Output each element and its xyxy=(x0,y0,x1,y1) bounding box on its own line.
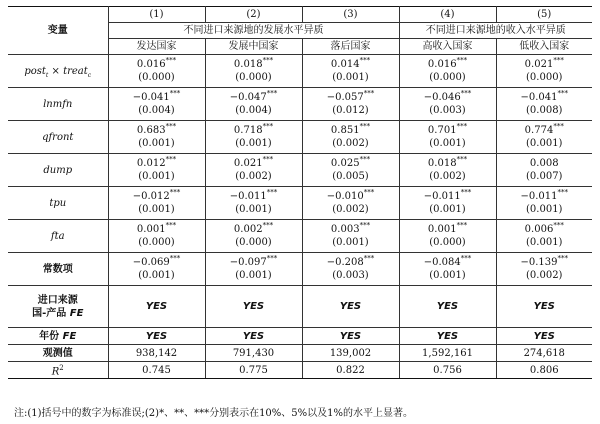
standard-error: (0.002) xyxy=(235,171,272,182)
coefficient xyxy=(497,256,593,269)
estimate-cell xyxy=(302,187,399,220)
standard-error: (0.001) xyxy=(235,138,272,149)
estimate-cell xyxy=(302,121,399,154)
estimate-cell xyxy=(496,187,592,220)
coefficient-value: −0.208 xyxy=(326,257,364,268)
significance-stars: *** xyxy=(165,122,177,131)
standard-error: (0.001) xyxy=(429,204,466,215)
standard-error: (0.005) xyxy=(332,171,369,182)
significance-stars: *** xyxy=(460,254,472,263)
coefficient-value: 0.021 xyxy=(233,158,263,169)
coefficient xyxy=(109,58,205,71)
coefficient xyxy=(400,157,496,170)
coefficient-value: −0.041 xyxy=(520,92,558,103)
fe-year-value: YES xyxy=(205,328,302,345)
subhead-low-income: 低收入国家 xyxy=(496,39,592,55)
estimate-cell xyxy=(302,154,399,187)
standard-error: (0.007) xyxy=(526,171,563,182)
standard-error: (0.001) xyxy=(526,204,563,215)
significance-stars: *** xyxy=(359,56,371,65)
standard-error: (0.004) xyxy=(138,105,175,116)
coefficient-value: 0.018 xyxy=(233,59,263,70)
estimate-cell xyxy=(108,253,205,286)
variable-subscript: t xyxy=(45,71,49,79)
significance-stars: *** xyxy=(165,221,177,230)
r-squared-letter: R xyxy=(51,366,60,378)
significance-stars: *** xyxy=(557,89,568,98)
estimate-cell xyxy=(108,187,205,220)
coefficient xyxy=(303,223,399,236)
coefficient-value: −0.139 xyxy=(520,257,558,268)
coefficient xyxy=(109,223,205,236)
fe-import-row xyxy=(8,286,592,328)
variable-name-text: lnmfn xyxy=(43,98,73,110)
observations-value: 139,002 xyxy=(302,345,399,362)
coefficient xyxy=(303,190,399,203)
significance-stars: *** xyxy=(359,221,371,230)
r-squared-value: 0.745 xyxy=(108,362,205,379)
observations-value: 274,618 xyxy=(496,345,592,362)
coefficient xyxy=(206,157,302,170)
coefficient-value: 0.025 xyxy=(330,158,360,169)
significance-stars: *** xyxy=(363,254,375,263)
standard-error: (0.004) xyxy=(235,105,272,116)
significance-stars: *** xyxy=(266,254,278,263)
significance-stars: *** xyxy=(165,155,177,164)
standard-error: (0.002) xyxy=(332,204,369,215)
fe-import-value: YES xyxy=(205,286,302,328)
estimate-cell xyxy=(399,55,496,88)
coefficient-value: −0.011 xyxy=(520,191,558,202)
coefficient xyxy=(206,190,302,203)
r-squared-value: 0.822 xyxy=(302,362,399,379)
standard-error: (0.000) xyxy=(235,72,272,83)
standard-error: (0.000) xyxy=(526,72,563,83)
r-squared-value: 0.775 xyxy=(205,362,302,379)
coefficient-value: −0.012 xyxy=(132,191,170,202)
estimate-cell xyxy=(399,187,496,220)
standard-error: (0.002) xyxy=(526,270,563,281)
significance-stars: *** xyxy=(553,122,564,131)
col-number-2: (2) xyxy=(205,7,302,23)
coefficient-value: 0.016 xyxy=(136,59,166,70)
estimate-cell xyxy=(399,253,496,286)
fe-year-value: YES xyxy=(302,328,399,345)
coefficient-value: −0.097 xyxy=(229,257,267,268)
significance-stars: *** xyxy=(165,56,177,65)
r-squared-label xyxy=(8,362,108,379)
significance-stars: *** xyxy=(456,155,468,164)
estimate-cell xyxy=(302,253,399,286)
fe-import-label xyxy=(8,286,108,328)
coefficient xyxy=(109,91,205,104)
coefficient xyxy=(400,91,496,104)
coefficient-value: 0.001 xyxy=(136,224,166,235)
coefficient-value: 0.003 xyxy=(330,224,360,235)
fe-year-label-fe: FE xyxy=(62,330,77,342)
variable-row xyxy=(8,154,592,187)
standard-error: (0.002) xyxy=(332,138,369,149)
estimate-cell xyxy=(108,220,205,253)
variable-name xyxy=(8,187,108,220)
estimate-cell xyxy=(205,154,302,187)
standard-error: (0.001) xyxy=(429,138,466,149)
coefficient xyxy=(303,58,399,71)
observations-label: 观测值 xyxy=(8,345,108,362)
fe-import-label-fe: FE xyxy=(69,307,84,319)
estimate-cell xyxy=(205,88,302,121)
r-squared-value: 0.806 xyxy=(496,362,592,379)
significance-stars: *** xyxy=(553,56,564,65)
estimate-cell xyxy=(399,154,496,187)
fe-year-label xyxy=(8,328,108,345)
standard-error: (0.001) xyxy=(138,270,175,281)
standard-error: (0.001) xyxy=(429,270,466,281)
estimate-cell xyxy=(205,55,302,88)
fe-year-label-text: 年份 xyxy=(39,330,60,342)
coefficient xyxy=(400,223,496,236)
variable-name-text: dump xyxy=(43,164,73,176)
coefficient-value: 0.016 xyxy=(427,59,457,70)
significance-stars: *** xyxy=(169,188,181,197)
coefficient-value: 0.851 xyxy=(330,125,360,136)
significance-stars: *** xyxy=(456,56,468,65)
subhead-underdeveloped: 落后国家 xyxy=(302,39,399,55)
standard-error: (0.008) xyxy=(526,105,563,116)
subhead-high-income: 高收入国家 xyxy=(399,39,496,55)
standard-error: (0.000) xyxy=(138,237,175,248)
coefficient-value: −0.084 xyxy=(423,257,461,268)
standard-error: (0.001) xyxy=(138,171,175,182)
significance-stars: *** xyxy=(262,56,274,65)
fe-year-row xyxy=(8,328,592,345)
estimate-cell xyxy=(399,88,496,121)
coefficient-value: 0.008 xyxy=(529,158,559,169)
estimate-cell xyxy=(496,55,592,88)
coefficient-value: −0.057 xyxy=(326,92,364,103)
estimate-cell xyxy=(108,121,205,154)
estimate-cell xyxy=(496,88,592,121)
fe-import-value: YES xyxy=(496,286,592,328)
r-squared-value: 0.756 xyxy=(399,362,496,379)
regression-table xyxy=(8,6,592,379)
coefficient xyxy=(303,256,399,269)
observations-row xyxy=(8,345,592,362)
coefficient xyxy=(109,190,205,203)
standard-error: (0.003) xyxy=(429,105,466,116)
variable-subscript: c xyxy=(87,71,92,79)
estimate-cell xyxy=(399,220,496,253)
significance-stars: *** xyxy=(359,122,371,131)
coefficient xyxy=(497,91,593,104)
estimate-cell xyxy=(302,88,399,121)
variable-row xyxy=(8,88,592,121)
estimate-cell xyxy=(399,121,496,154)
coefficient-value: 0.021 xyxy=(524,59,554,70)
variable-name-text: fta xyxy=(50,230,65,242)
standard-error: (0.001) xyxy=(235,270,272,281)
coefficient xyxy=(303,91,399,104)
significance-stars: *** xyxy=(262,155,274,164)
coefficient xyxy=(206,223,302,236)
coefficient-value: −0.046 xyxy=(423,92,461,103)
observations-value: 1,592,161 xyxy=(399,345,496,362)
standard-error: (0.001) xyxy=(138,138,175,149)
coefficient-value: 0.001 xyxy=(427,224,457,235)
estimate-cell xyxy=(108,55,205,88)
estimate-cell xyxy=(496,121,592,154)
subhead-developing: 发展中国家 xyxy=(205,39,302,55)
estimate-cell xyxy=(205,220,302,253)
coefficient-value: 0.701 xyxy=(427,125,457,136)
variable-header: 变量 xyxy=(8,7,108,55)
standard-error: (0.003) xyxy=(332,270,369,281)
group-header-development: 不同进口来源地的发展水平异质 xyxy=(108,23,399,39)
estimate-cell xyxy=(108,88,205,121)
significance-stars: *** xyxy=(266,188,278,197)
significance-stars: *** xyxy=(359,155,371,164)
fe-import-value: YES xyxy=(399,286,496,328)
coefficient-value: −0.069 xyxy=(132,257,170,268)
significance-stars: *** xyxy=(456,122,468,131)
coefficient xyxy=(400,256,496,269)
variable-row xyxy=(8,121,592,154)
standard-error: (0.000) xyxy=(235,237,272,248)
coefficient-value: 0.018 xyxy=(427,158,457,169)
estimate-cell xyxy=(302,55,399,88)
coefficient xyxy=(497,190,593,203)
coefficient xyxy=(400,58,496,71)
variable-name xyxy=(8,154,108,187)
estimate-cell xyxy=(205,253,302,286)
variable-name xyxy=(8,55,108,88)
significance-stars: *** xyxy=(460,89,472,98)
estimate-cell xyxy=(496,253,592,286)
significance-stars: *** xyxy=(553,221,564,230)
coefficient xyxy=(109,157,205,170)
standard-error: (0.012) xyxy=(332,105,369,116)
significance-stars: *** xyxy=(169,89,181,98)
coefficient xyxy=(206,256,302,269)
coefficient-value: −0.041 xyxy=(132,92,170,103)
significance-stars: *** xyxy=(460,188,472,197)
significance-stars: *** xyxy=(363,188,375,197)
r-squared-row xyxy=(8,362,592,379)
significance-stars: *** xyxy=(456,221,468,230)
estimate-cell xyxy=(108,154,205,187)
standard-error: (0.001) xyxy=(526,237,563,248)
standard-error: (0.001) xyxy=(235,204,272,215)
estimate-cell xyxy=(205,121,302,154)
r-squared-exponent: 2 xyxy=(59,364,64,372)
observations-value: 938,142 xyxy=(108,345,205,362)
coefficient-value: −0.011 xyxy=(229,191,267,202)
fe-import-label-line1: 进口来源 xyxy=(37,294,78,306)
coefficient-value: −0.010 xyxy=(326,191,364,202)
standard-error: (0.000) xyxy=(429,72,466,83)
variable-name xyxy=(8,121,108,154)
coefficient-value: 0.006 xyxy=(524,224,554,235)
coefficient-value: −0.047 xyxy=(229,92,267,103)
significance-stars: *** xyxy=(557,188,568,197)
fe-import-label-line2: 国-产品 xyxy=(32,307,67,319)
col-number-4: (4) xyxy=(399,7,496,23)
standard-error: (0.002) xyxy=(429,171,466,182)
col-number-5: (5) xyxy=(496,7,592,23)
coefficient-value: 0.014 xyxy=(330,59,360,70)
standard-error: (0.000) xyxy=(429,237,466,248)
fe-year-value: YES xyxy=(496,328,592,345)
coefficient-value: 0.002 xyxy=(233,224,263,235)
coefficient xyxy=(400,190,496,203)
subhead-developed: 发达国家 xyxy=(108,39,205,55)
coefficient xyxy=(497,58,593,71)
variable-name xyxy=(8,220,108,253)
variable-name-text: post xyxy=(24,65,46,77)
coefficient xyxy=(400,124,496,137)
variable-name-text: tpu xyxy=(49,197,67,209)
coefficient-value: 0.012 xyxy=(136,158,166,169)
standard-error: (0.000) xyxy=(138,72,175,83)
variable-name-rest: × treat xyxy=(48,65,88,77)
standard-error: (0.001) xyxy=(332,72,369,83)
coefficient-value: 0.718 xyxy=(233,125,263,136)
variable-row xyxy=(8,55,592,88)
standard-error: (0.001) xyxy=(332,237,369,248)
coefficient xyxy=(206,124,302,137)
coefficient xyxy=(109,256,205,269)
significance-stars: *** xyxy=(557,254,568,263)
observations-value: 791,430 xyxy=(205,345,302,362)
coefficient xyxy=(303,124,399,137)
significance-stars: *** xyxy=(262,122,274,131)
significance-stars: *** xyxy=(169,254,181,263)
variable-name xyxy=(8,253,108,286)
coefficient xyxy=(206,58,302,71)
fe-year-value: YES xyxy=(108,328,205,345)
col-number-1: (1) xyxy=(108,7,205,23)
standard-error: (0.001) xyxy=(138,204,175,215)
estimate-cell xyxy=(496,154,592,187)
fe-year-value: YES xyxy=(399,328,496,345)
coefficient xyxy=(497,157,593,170)
estimate-cell xyxy=(302,220,399,253)
variable-row xyxy=(8,253,592,286)
fe-import-value: YES xyxy=(108,286,205,328)
coefficient xyxy=(303,157,399,170)
coefficient xyxy=(206,91,302,104)
estimate-cell xyxy=(496,220,592,253)
significance-stars: *** xyxy=(262,221,274,230)
variable-row xyxy=(8,220,592,253)
significance-stars: *** xyxy=(363,89,375,98)
variable-name-text: 常数项 xyxy=(42,263,73,275)
group-header-income: 不同进口来源地的收入水平异质 xyxy=(399,23,592,39)
significance-stars: *** xyxy=(266,89,278,98)
standard-error: (0.001) xyxy=(526,138,563,149)
table-note: 注:(1)括号中的数字为标准误;(2)*、**、***分别表示在10%、5%以及1%的水平上显著。 xyxy=(14,408,414,419)
coefficient-value: 0.774 xyxy=(524,125,554,136)
coefficient xyxy=(497,124,593,137)
coefficient xyxy=(497,223,593,236)
fe-import-value: YES xyxy=(302,286,399,328)
variable-row xyxy=(8,187,592,220)
coefficient-value: 0.683 xyxy=(136,125,166,136)
estimate-cell xyxy=(205,187,302,220)
coefficient xyxy=(109,124,205,137)
coefficient-value: −0.011 xyxy=(423,191,461,202)
variable-name-text: qfront xyxy=(42,131,74,143)
col-number-3: (3) xyxy=(302,7,399,23)
variable-name xyxy=(8,88,108,121)
